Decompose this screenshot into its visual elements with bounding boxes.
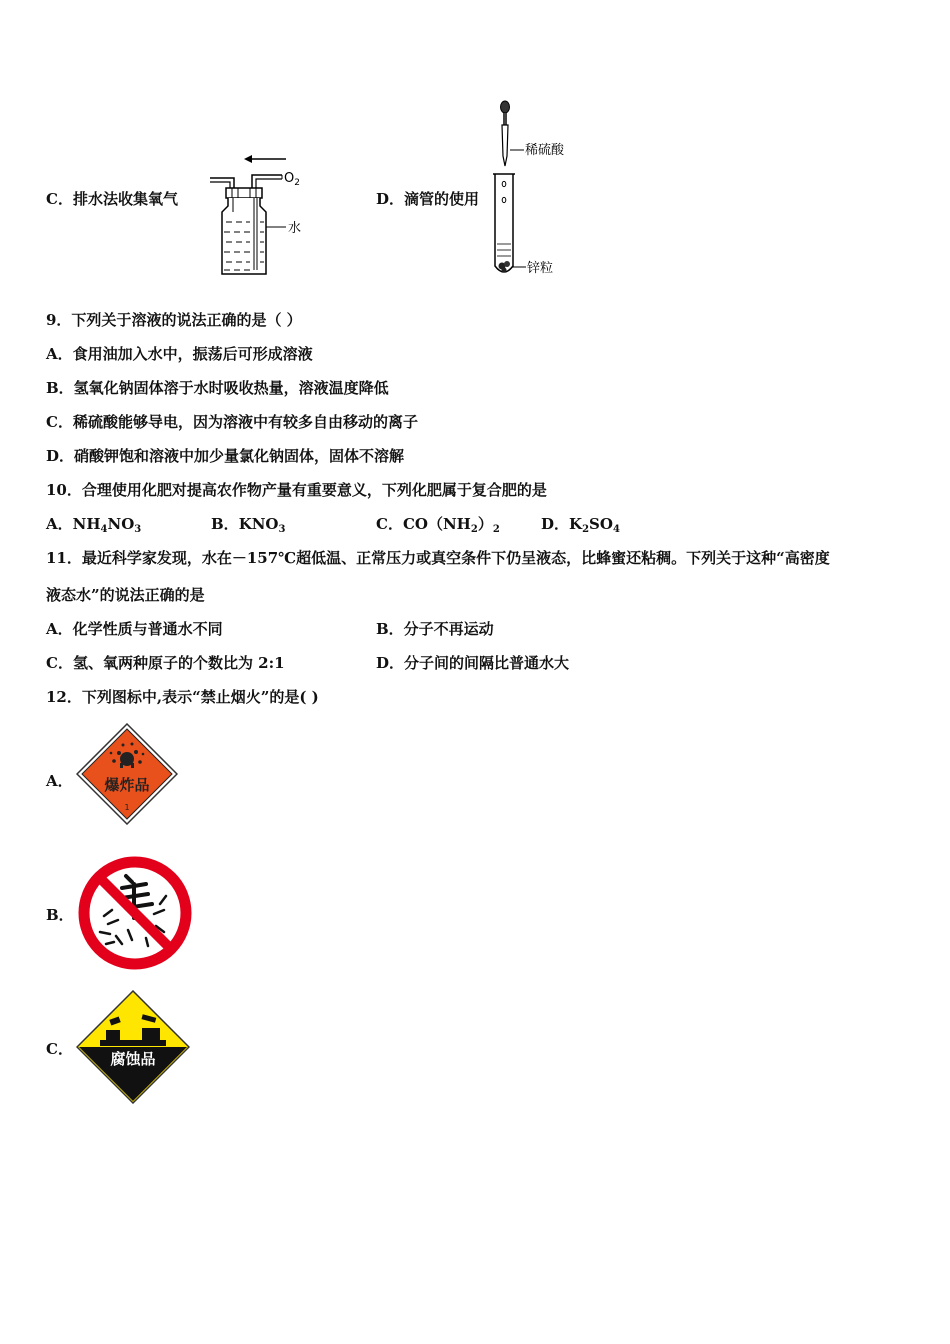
- q11-stem-line1: 11．最近科学家发现，水在－157℃超低温、正常压力或真空条件下仍呈液态，比蜂蜜还粘稠。下列关于这种“高密度: [46, 549, 830, 567]
- explosive-sign-class: 1: [124, 803, 130, 812]
- q10-c-letter: C．: [376, 515, 403, 533]
- corrosive-sign-text: 腐蚀品: [110, 1050, 156, 1068]
- q8-option-d-text: 滴管的使用: [404, 190, 480, 208]
- q10-a-letter: A．: [46, 515, 73, 533]
- q10-b-p1: KNO: [238, 515, 279, 533]
- gas-collection-apparatus: [200, 150, 310, 280]
- no-fireworks-sign: [76, 854, 194, 972]
- q11-option-a: A．化学性质与普通水不同: [46, 620, 223, 638]
- q10-a-p2: NO: [107, 515, 135, 533]
- oxygen-label-main: O: [284, 171, 295, 186]
- q10-option-a: [46, 514, 141, 540]
- q10-d-s2: 4: [612, 524, 620, 535]
- q9-option-b: B．氢氧化钠固体溶于水时吸收热量，溶液温度降低: [46, 379, 389, 397]
- q10-a-s1: 4: [100, 524, 108, 535]
- q9-stem: 9．下列关于溶液的说法正确的是（ ）: [46, 311, 302, 329]
- q12-stem: 12．下列图标中,表示“禁止烟火”的是( ): [46, 688, 319, 706]
- q10-d-s1: 2: [582, 524, 590, 535]
- q10-d-letter: D．: [541, 515, 570, 533]
- q8-option-c: [46, 189, 178, 209]
- q10-b-s1: 3: [278, 524, 286, 535]
- acid-label: 稀硫酸: [525, 143, 565, 158]
- q10-c-s1: 2: [470, 524, 478, 535]
- q12-option-c-letter: C．: [46, 1040, 73, 1058]
- q10-option-b: [211, 514, 285, 540]
- q10-c-p2: ）: [477, 515, 493, 533]
- q10-a-s2: 3: [134, 524, 142, 535]
- q10-stem: 10．合理使用化肥对提高农作物产量有重要意义，下列化肥属于复合肥的是: [46, 481, 547, 499]
- dropper-apparatus: [480, 98, 590, 280]
- q9-option-d: D．硝酸钾饱和溶液中加少量氯化钠固体，固体不溶解: [46, 447, 405, 465]
- q10-b-letter: B．: [211, 515, 239, 533]
- q8-option-c-letter: C．: [46, 190, 73, 208]
- q10-option-c: [376, 514, 500, 540]
- q9-option-a: A．食用油加入水中，振荡后可形成溶液: [46, 345, 313, 363]
- corrosive-sign: [76, 990, 190, 1104]
- zinc-label: 锌粒: [527, 261, 554, 276]
- q11-stem-line2: 液态水”的说法正确的是: [46, 586, 205, 604]
- q10-option-d: [541, 514, 620, 540]
- q8-option-d-letter: D．: [376, 190, 405, 208]
- q12-option-a-letter: A．: [46, 772, 73, 790]
- q11-option-d: D．分子间的间隔比普通水大: [376, 654, 570, 672]
- q10-d-p1: K: [569, 515, 583, 533]
- oxygen-label: [284, 171, 300, 188]
- q9-option-c: C．稀硫酸能够导电，因为溶液中有较多自由移动的离子: [46, 413, 418, 431]
- q8-option-c-text: 排水法收集氧气: [72, 190, 178, 208]
- water-label: 水: [288, 221, 302, 236]
- q8-option-d: [376, 189, 479, 209]
- q11-option-c: C．氢、氧两种原子的个数比为 2:1: [46, 654, 285, 672]
- oxygen-label-sub: 2: [294, 178, 300, 188]
- explosive-sign: [76, 723, 178, 825]
- q10-c-p1: CO（NH: [402, 515, 471, 533]
- q10-c-s2: 2: [492, 524, 500, 535]
- q11-option-b: B．分子不再运动: [376, 620, 494, 638]
- q12-option-b-letter: B．: [46, 906, 74, 924]
- q10-a-p1: NH: [72, 515, 101, 533]
- explosive-sign-text: 爆炸品: [104, 776, 150, 794]
- q10-d-p2: SO: [589, 515, 613, 533]
